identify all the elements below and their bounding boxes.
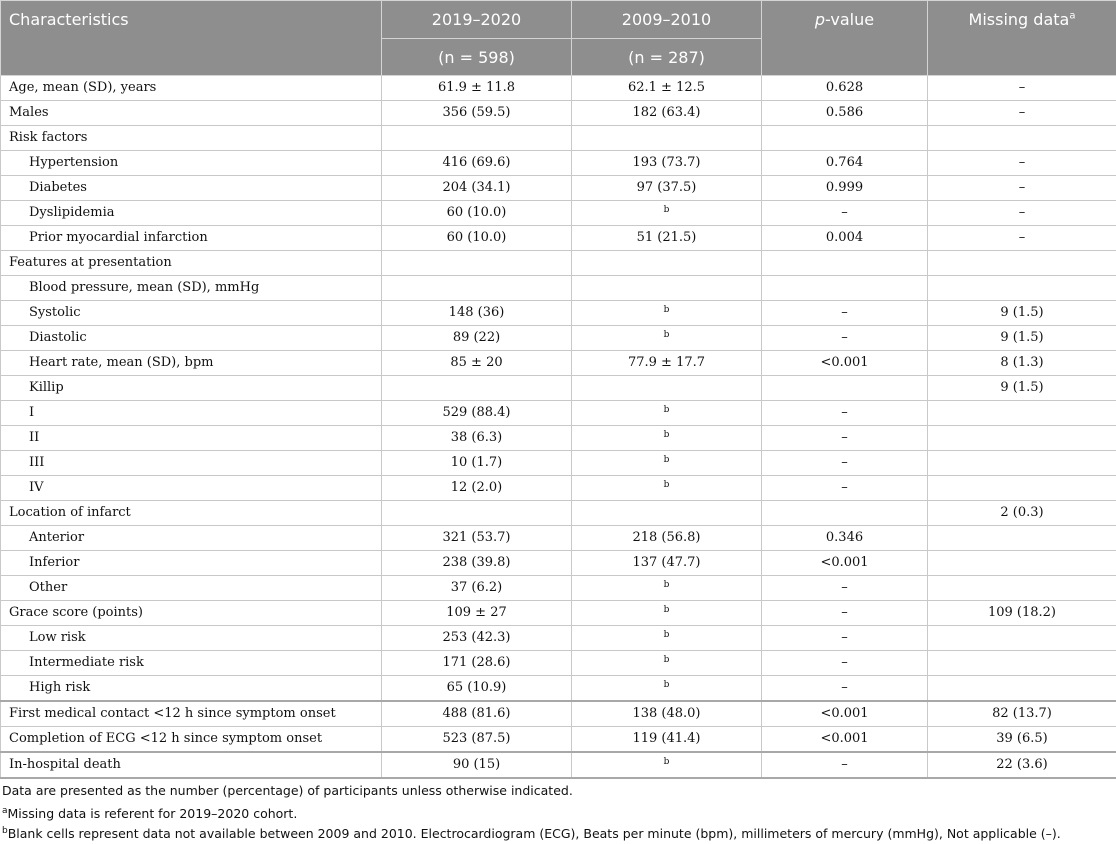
cell-missing: 39 (6.5): [928, 727, 1116, 753]
row-label: Dyslipidemia: [1, 201, 382, 226]
table-footnotes: [0, 781, 1116, 841]
cell-missing: –: [928, 101, 1116, 126]
cell-2009: b: [572, 201, 762, 226]
cell-missing: 82 (13.7): [928, 701, 1116, 727]
cell-missing: –: [928, 226, 1116, 251]
cell-p-value: <0.001: [762, 701, 928, 727]
cell-p-value: [762, 251, 928, 276]
cell-2009: [572, 276, 762, 301]
row-label: Grace score (points): [1, 601, 382, 626]
row-label: High risk: [1, 676, 382, 702]
cell-missing: –: [928, 76, 1116, 101]
cell-p-value: –: [762, 201, 928, 226]
cell-p-value: –: [762, 651, 928, 676]
cell-2019: 12 (2.0): [382, 476, 572, 501]
cell-2019: 89 (22): [382, 326, 572, 351]
row-label: I: [1, 401, 382, 426]
table-row: [1, 752, 1116, 778]
row-label: Other: [1, 576, 382, 601]
table-row: [1, 351, 1116, 376]
cell-p-value: –: [762, 426, 928, 451]
table-row: [1, 727, 1116, 753]
cell-2019: 523 (87.5): [382, 727, 572, 753]
cell-p-value: –: [762, 326, 928, 351]
cell-p-value: 0.586: [762, 101, 928, 126]
cell-2019: 109 ± 27: [382, 601, 572, 626]
cell-missing: 109 (18.2): [928, 601, 1116, 626]
header-missing-data: [928, 1, 1116, 76]
footnote-a-text: Missing data is referent for 2019–2020 cohort.: [8, 806, 298, 821]
cell-2019: 253 (42.3): [382, 626, 572, 651]
cell-p-value: –: [762, 601, 928, 626]
cell-2009: 51 (21.5): [572, 226, 762, 251]
cell-2019: 148 (36): [382, 301, 572, 326]
row-label: Males: [1, 101, 382, 126]
cell-2019: 65 (10.9): [382, 676, 572, 702]
cell-2009: 77.9 ± 17.7: [572, 351, 762, 376]
table-row: [1, 101, 1116, 126]
row-label: In-hospital death: [1, 752, 382, 778]
cell-2019: 37 (6.2): [382, 576, 572, 601]
cell-missing: [928, 251, 1116, 276]
cell-2009: 62.1 ± 12.5: [572, 76, 762, 101]
row-label: Age, mean (SD), years: [1, 76, 382, 101]
cell-2009: [572, 251, 762, 276]
table-row: [1, 476, 1116, 501]
table-row: [1, 376, 1116, 401]
row-label: Location of infarct: [1, 501, 382, 526]
cell-missing: [928, 451, 1116, 476]
cell-p-value: [762, 126, 928, 151]
cell-missing: –: [928, 151, 1116, 176]
row-label: Low risk: [1, 626, 382, 651]
cell-2009: b: [572, 401, 762, 426]
footnote-a: [0, 801, 1116, 821]
row-label: First medical contact <12 h since symptom onset: [1, 701, 382, 727]
cell-2009: b: [572, 601, 762, 626]
cell-p-value: –: [762, 301, 928, 326]
table-row: [1, 326, 1116, 351]
cell-2009: [572, 126, 762, 151]
cell-2019: 321 (53.7): [382, 526, 572, 551]
row-label: Features at presentation: [1, 251, 382, 276]
table-row: [1, 276, 1116, 301]
cell-2019: [382, 376, 572, 401]
cell-2009: b: [572, 752, 762, 778]
cell-2009: b: [572, 426, 762, 451]
cell-p-value: 0.764: [762, 151, 928, 176]
header-n-2019: (n = 598): [382, 39, 572, 76]
row-label: Hypertension: [1, 151, 382, 176]
cell-2009: b: [572, 626, 762, 651]
row-label: IV: [1, 476, 382, 501]
cell-2009: b: [572, 301, 762, 326]
cell-missing: –: [928, 201, 1116, 226]
cell-p-value: 0.999: [762, 176, 928, 201]
row-label: Killip: [1, 376, 382, 401]
table-row: [1, 251, 1116, 276]
cell-2009: 218 (56.8): [572, 526, 762, 551]
footnote-b-text: Blank cells represent data not available between 2009 and 2010. Electrocardiogram (ECG), Beats per minute (bpm), millimeters of mercury (mmHg), Not applicable (–).: [8, 826, 1061, 841]
cell-2019: 61.9 ± 11.8: [382, 76, 572, 101]
cell-2019: 60 (10.0): [382, 201, 572, 226]
cell-2019: [382, 251, 572, 276]
cell-missing: 9 (1.5): [928, 376, 1116, 401]
cell-2009: b: [572, 476, 762, 501]
footnote-a-sup: a: [2, 806, 8, 816]
cell-missing: 22 (3.6): [928, 752, 1116, 778]
cell-missing: [928, 401, 1116, 426]
cell-p-value: <0.001: [762, 551, 928, 576]
footnote-b: [0, 821, 1116, 841]
cell-p-value: 0.628: [762, 76, 928, 101]
row-label: Completion of ECG <12 h since symptom onset: [1, 727, 382, 753]
cell-missing: –: [928, 176, 1116, 201]
cell-missing: 2 (0.3): [928, 501, 1116, 526]
p-value-suffix: -value: [825, 10, 874, 29]
table-header: [1, 1, 1116, 76]
cell-2009: 193 (73.7): [572, 151, 762, 176]
p-letter: p: [815, 10, 825, 29]
cell-p-value: –: [762, 451, 928, 476]
cell-p-value: [762, 376, 928, 401]
cell-missing: [928, 426, 1116, 451]
cell-2009: b: [572, 451, 762, 476]
table-row: [1, 551, 1116, 576]
table-row: [1, 451, 1116, 476]
cell-p-value: –: [762, 476, 928, 501]
cell-missing: [928, 576, 1116, 601]
cell-missing: [928, 551, 1116, 576]
cell-missing: [928, 126, 1116, 151]
cell-missing: 8 (1.3): [928, 351, 1116, 376]
cell-2019: 416 (69.6): [382, 151, 572, 176]
cell-2019: 171 (28.6): [382, 651, 572, 676]
row-label: Diabetes: [1, 176, 382, 201]
table-row: [1, 676, 1116, 702]
cell-2009: b: [572, 576, 762, 601]
header-cohort-2009: 2009–2010: [572, 1, 762, 39]
table-body: [1, 76, 1116, 779]
cell-2019: 90 (15): [382, 752, 572, 778]
cell-2009: b: [572, 326, 762, 351]
cell-p-value: –: [762, 626, 928, 651]
cell-p-value: [762, 501, 928, 526]
table-row: [1, 501, 1116, 526]
header-p-value: [762, 1, 928, 76]
cell-missing: 9 (1.5): [928, 301, 1116, 326]
row-label: Prior myocardial infarction: [1, 226, 382, 251]
cell-missing: [928, 651, 1116, 676]
cell-2019: 10 (1.7): [382, 451, 572, 476]
row-label: II: [1, 426, 382, 451]
cell-p-value: –: [762, 676, 928, 702]
cell-missing: [928, 476, 1116, 501]
table-row: [1, 401, 1116, 426]
table-row: [1, 626, 1116, 651]
cell-2009: 138 (48.0): [572, 701, 762, 727]
cell-2009: 182 (63.4): [572, 101, 762, 126]
header-characteristics: Characteristics: [1, 1, 382, 76]
table-row: [1, 201, 1116, 226]
cell-2009: b: [572, 676, 762, 702]
row-label: Inferior: [1, 551, 382, 576]
cell-p-value: <0.001: [762, 351, 928, 376]
row-label: Risk factors: [1, 126, 382, 151]
cell-2019: 60 (10.0): [382, 226, 572, 251]
table-row: [1, 76, 1116, 101]
cell-missing: [928, 626, 1116, 651]
cell-p-value: 0.346: [762, 526, 928, 551]
row-label: Anterior: [1, 526, 382, 551]
cell-2009: 137 (47.7): [572, 551, 762, 576]
cell-2019: 85 ± 20: [382, 351, 572, 376]
table-row: [1, 126, 1116, 151]
cell-missing: [928, 526, 1116, 551]
cell-p-value: –: [762, 401, 928, 426]
header-cohort-2019: 2019–2020: [382, 1, 572, 39]
cell-missing: 9 (1.5): [928, 326, 1116, 351]
row-label: Diastolic: [1, 326, 382, 351]
cell-p-value: [762, 276, 928, 301]
cell-2019: [382, 501, 572, 526]
table-row: [1, 526, 1116, 551]
cell-2009: 119 (41.4): [572, 727, 762, 753]
cell-2019: 529 (88.4): [382, 401, 572, 426]
cell-missing: [928, 276, 1116, 301]
cell-2019: 38 (6.3): [382, 426, 572, 451]
row-label: Heart rate, mean (SD), bpm: [1, 351, 382, 376]
cell-2019: 356 (59.5): [382, 101, 572, 126]
table-row: [1, 651, 1116, 676]
missing-label: Missing data: [969, 10, 1070, 29]
cell-p-value: <0.001: [762, 727, 928, 753]
cell-2009: 97 (37.5): [572, 176, 762, 201]
header-n-2009: (n = 287): [572, 39, 762, 76]
footnote-b-sup: b: [2, 826, 8, 836]
cell-2019: 238 (39.8): [382, 551, 572, 576]
table-row: [1, 301, 1116, 326]
cell-2019: 488 (81.6): [382, 701, 572, 727]
row-label: III: [1, 451, 382, 476]
table-row: [1, 601, 1116, 626]
cell-p-value: –: [762, 576, 928, 601]
footnote-a-marker: a: [1069, 11, 1075, 22]
footnote-general: Data are presented as the number (percentage) of participants unless otherwise indicated.: [0, 781, 1116, 801]
table-row: [1, 151, 1116, 176]
cell-2019: [382, 126, 572, 151]
row-label: Blood pressure, mean (SD), mmHg: [1, 276, 382, 301]
row-label: Intermediate risk: [1, 651, 382, 676]
cell-2009: [572, 501, 762, 526]
cell-missing: [928, 676, 1116, 702]
cell-p-value: –: [762, 752, 928, 778]
row-label: Systolic: [1, 301, 382, 326]
cell-2019: [382, 276, 572, 301]
table-row: [1, 176, 1116, 201]
table-row: [1, 576, 1116, 601]
cell-2019: 204 (34.1): [382, 176, 572, 201]
cell-p-value: 0.004: [762, 226, 928, 251]
cell-2009: b: [572, 651, 762, 676]
table-row: [1, 226, 1116, 251]
table-row: [1, 701, 1116, 727]
cell-2009: [572, 376, 762, 401]
table-row: [1, 426, 1116, 451]
